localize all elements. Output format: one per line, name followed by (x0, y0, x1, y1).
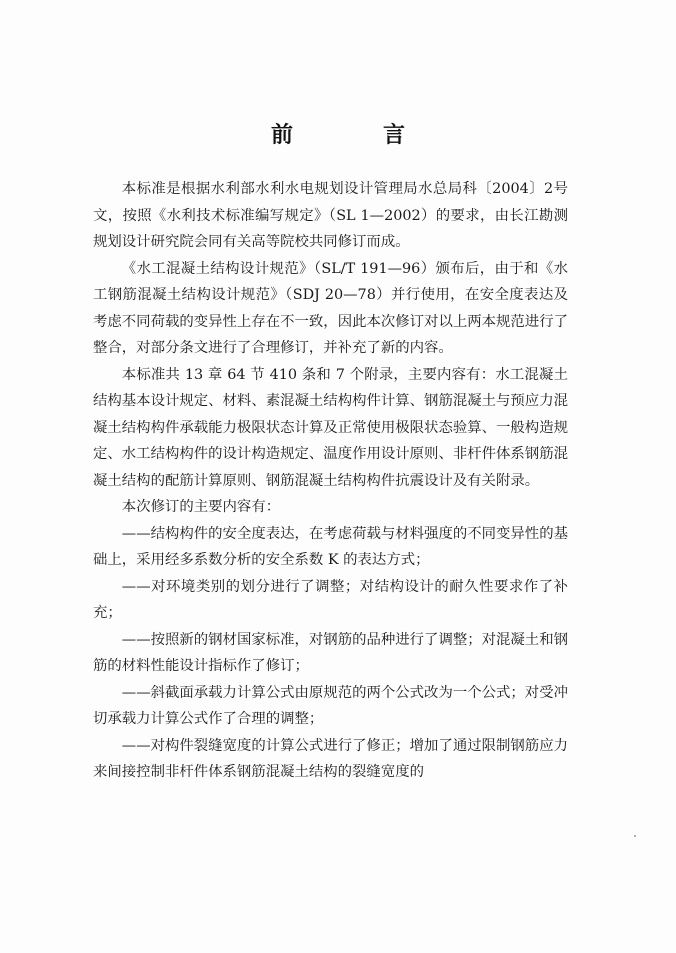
scan-speck (634, 835, 636, 837)
revision-item-shear: ——斜截面承载力计算公式由原规范的两个公式改为一个公式；对受冲切承载力计算公式作了合理的调整； (93, 684, 568, 727)
page-title: 前 言 (270, 123, 439, 148)
paragraph-revision-intro: 本次修订的主要内容有： (121, 499, 281, 515)
body-text (93, 176, 568, 786)
revision-item-safety: ——结构构件的安全度表达，在考虑荷载与材料强度的不同变异性的基础上，采用经多系数分析的安全系数 K 的表达方式； (93, 525, 568, 568)
revision-item-crack: ——对构件裂缝宽度的计算公式进行了修正；增加了通过限制钢筋应力来间接控制非杆件体系钢筋混凝土结构的裂缝宽度的 (93, 737, 568, 780)
revision-item-steel: ——按照新的钢材国家标准，对钢筋的品种进行了调整；对混凝土和钢筋的材料性能设计指标作了修订； (93, 631, 568, 674)
paragraph-basis: 本标准是根据水利部水利水电规划设计管理局水总局科〔2004〕2号文，按照《水利技术标准编写规定》（SL 1—2002）的要求，由长江勘测规划设计研究院会同有关高等院校共同修订而成。 (93, 181, 568, 250)
revision-item-environment: ——对环境类别的划分进行了调整；对结构设计的耐久性要求作了补充； (93, 578, 568, 621)
paragraph-contents: 本标准共 13 章 64 节 410 条和 7 个附录，主要内容有：水工混凝土结构基本设计规定、材料、素混凝土结构构件计算、钢筋混凝土与预应力混凝土结构构件承载能力极限状态计算及正常使用极限状态验算、一般构造规定、水工结构构件的设计构造规定、温度作用设计原则、非杆件体系钢筋混凝土结构的配筋计算原则、钢筋混凝土结构构件抗震设计及有关附录。 (93, 366, 568, 489)
paragraph-background: 《水工混凝土结构设计规范》（SL/T 191—96）颁布后，由于和《水工钢筋混凝土结构设计规范》（SDJ 20—78）并行使用，在安全度表达及考虑不同荷载的变异性上存在不一致，因此本次修订对以上两本规范进行了整合，对部分条文进行了合理修订，并补充了新的内容。 (93, 260, 568, 356)
